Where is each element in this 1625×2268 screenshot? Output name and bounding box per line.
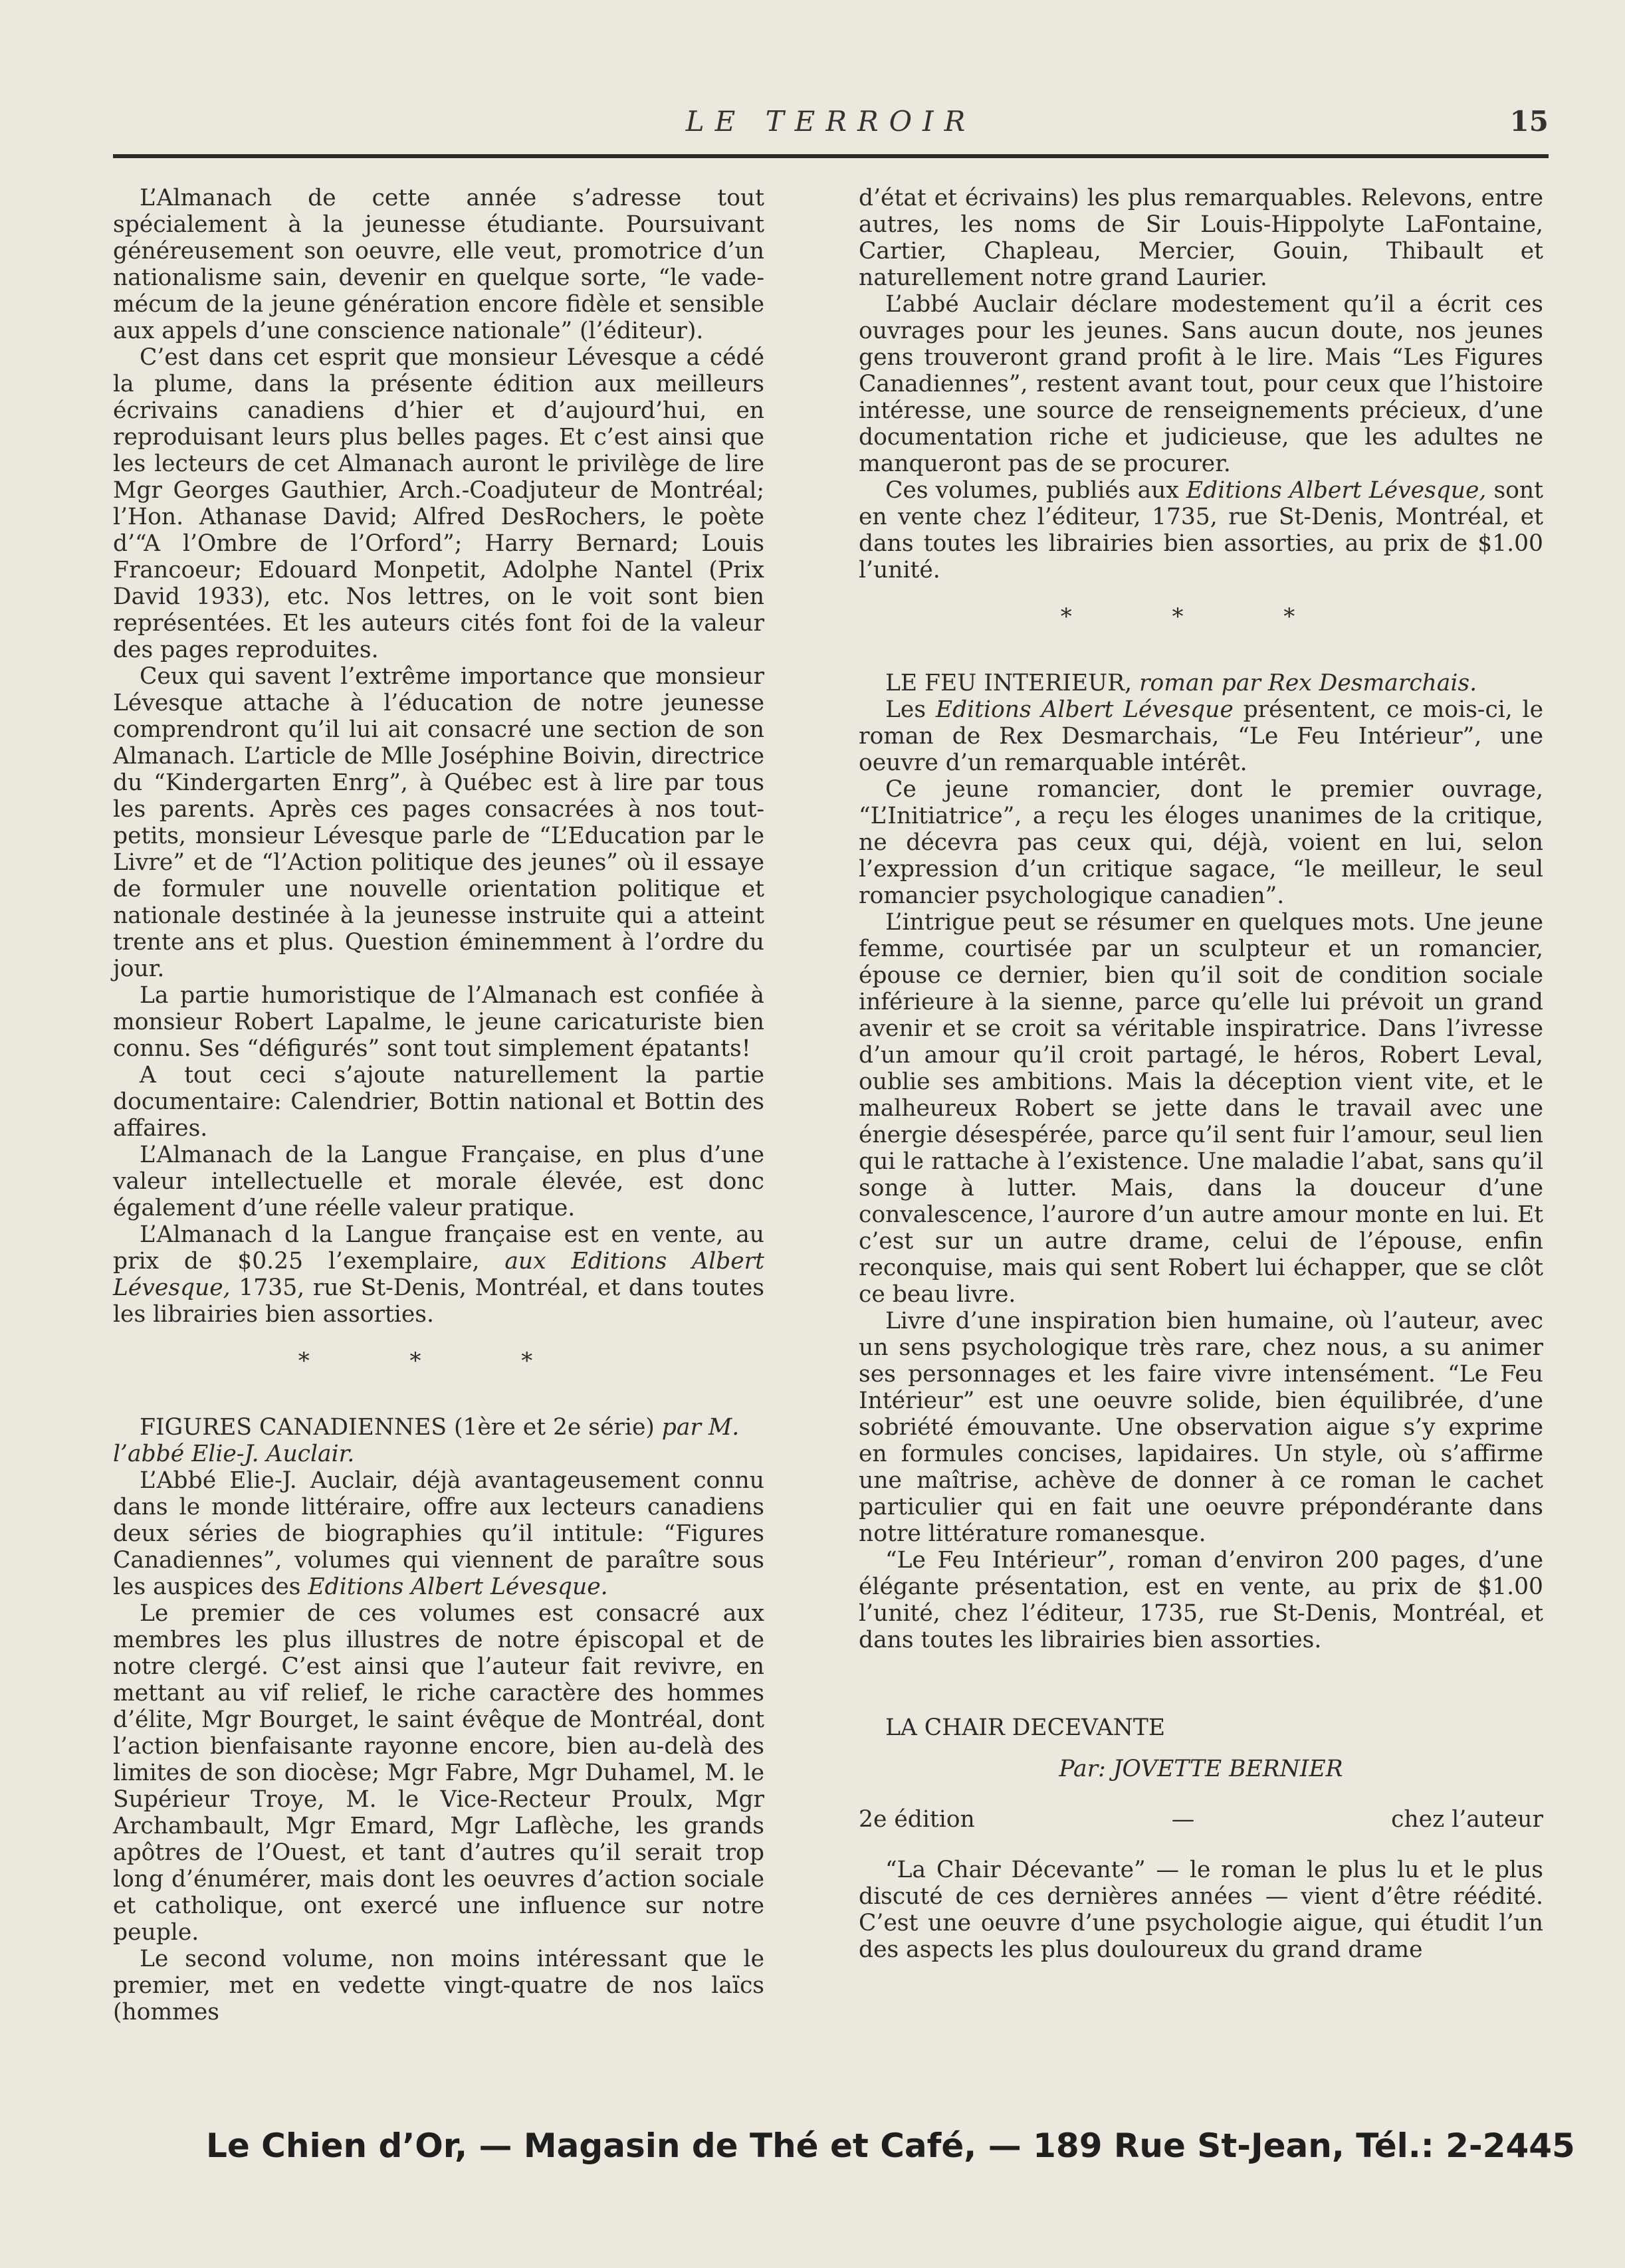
section-byline: roman par Rex Desmarchais. [1139,670,1477,696]
article-paragraph: “Le Feu Intérieur”, roman d’environ 200 pages, d’une élégante présentation, est en vente, au prix de $1.00 l’unité, chez l’éditeur, 1735, rue St-Denis, Montréal, et dans toutes les librairies bien assorties. [859,1547,1543,1653]
section-title: LA CHAIR DECEVANTE [885,1714,1166,1741]
footer-advertisement: Le Chien d’Or, — Magasin de Thé et Café, — 189 Rue St-Jean, Tél.: 2-2445 [206,2126,1575,2165]
publisher-name: Editions Albert Lévesque. [308,1574,608,1600]
article-paragraph [113,1467,764,1600]
sale-text: L’Almanach d la Langue française est en vente, au prix de $0.25 l’exemplaire, [113,1221,764,1275]
sale-text: sont en vente chez l’éditeur, 1735, rue St-Denis, Montréal, et dans toutes les librairies bien assorties, au prix de $1.00 l’unité. [859,477,1544,583]
article-paragraph: Ce jeune romancier, dont le premier ouvrage, “L’Initiatrice”, a reçu les éloges unanimes de la critique, ne décevra pas ceux qui, déjà, voient en lui, selon l’expression d’un critique sagace, “le meilleur, le seul romancier psychologique canadien”. [859,776,1543,909]
article-paragraph: C’est dans cet esprit que monsieur Lévesque a cédé la plume, dans la présente édition aux meilleurs écrivains canadiens d’hier et d’aujourd’hui, en reproduisant leurs plus belles pages. Et c’est ainsi que les lecteurs de cet Almanach auront le privilège de lire Mgr Georges Gauthier, Arch.-Coadjuteur de Montréal; l’Hon. Athanase David; Alfred DesRochers, le poète d’“A l’Ombre de l’Orford”; Harry Bernard; Louis Francoeur; Edouard Monpetit, Adolphe Nantel (Prix David 1933), etc. Nos lettres, on le voit sont bien représentées. Et les auteurs cités font foi de la valeur des pages reproduites. [113,344,764,663]
section-gap [859,1653,1543,1714]
publisher-name: Editions Albert Lévesque [935,696,1234,723]
section-byline: par M. l’abbé Elie-J. Auclair. [113,1414,740,1467]
article-paragraph: Le premier de ces volumes est consacré aux membres les plus illustres de notre épiscopal et de notre clergé. C’est ainsi que l’auteur fait revivre, en mettant au vif relief, le riche caractère des hommes d’élite, Mgr Bourget, le saint évêque de Montréal, dont l’action bienfaisante rayonne encore, bien au-delà des limites de son diocèse; Mgr Fabre, Mgr Duhamel, M. le Supérieur Troye, M. le Vice-Recteur Proulx, Mgr Archambault, Mgr Emard, Mgr Laflèche, les grands apôtres de l’Ouest, et tant d’autres qu’il serait trop long d’énumérer, mais dont les oeuvres d’action sociale et catholique, ont exercé une influence sur notre peuple. [113,1600,764,1946]
edition-line [859,1806,1543,1833]
section-divider: * * * [1060,603,1342,630]
paragraph-text: présentent, ce mois-ci, le roman de Rex Desmarchais, “Le Feu Intérieur”, une oeuvre d’un remarquable intérêt. [859,696,1544,776]
article-paragraph: L’Almanach de cette année s’adresse tout spécialement à la jeunesse étudiante. Poursuivant généreusement son oeuvre, elle veut, promotrice d’un nationalisme sain, devenir en quelque sorte, “le vade-mécum de la jeune génération encore fidèle et sensible aux appels d’une conscience nationale” (l’éditeur). [113,185,764,344]
section-heading [859,670,1543,696]
section-title: FIGURES CANADIENNES (1ère et 2e série) [140,1414,662,1441]
article-paragraph: Le second volume, non moins intéressant que le premier, met en vedette vingt-quatre de nos laïcs (hommes [113,1946,764,2025]
article-paragraph: d’état et écrivains) les plus remarquables. Relevons, entre autres, les noms de Sir Louis-Hippolyte LaFontaine, Cartier, Chapleau, Mercier, Gouin, Thibault et naturellement notre grand Laurier. [859,185,1543,291]
article-paragraph [859,477,1543,583]
article-paragraph: L’intrigue peut se résumer en quelques mots. Une jeune femme, courtisée par un sculpteur et un romancier, épouse ce dernier, bien qu’il soit de condition sociale inférieure à la sienne, parce qu’elle lui prévoit un grand avenir et se croit sa véritable inspiratrice. Dans l’ivresse d’un amour qu’il croit partagé, le héros, Robert Leval, oublie ses ambitions. Mais la déception vient vite, et le malheureux Robert se jette dans le travail avec une énergie désespérée, parce qu’il sent fuir l’amour, seul lien qui le rattache à l’existence. Une maladie l’abat, sans qu’il songe à lutter. Mais, dans la douceur d’une convalescence, l’aurore d’un autre amour monte en lui. Et c’est sur un autre drame, celui de l’épouse, enfin reconquise, mais qui sent Robert lui échapper, que se clôt ce beau livre. [859,909,1543,1308]
article-paragraph: L’Almanach de la Langue Française, en plus d’une valeur intellectuelle et morale élevée, est donc également d’une réelle valeur pratique. [113,1142,764,1221]
section-byline: Par: JOVETTE BERNIER [1059,1756,1343,1782]
sale-text: 1735, rue St-Denis, Montréal, et dans toutes les librairies bien assorties. [113,1275,764,1328]
publisher-name: Editions Albert Lévesque, [1186,477,1487,504]
article-paragraph [859,696,1543,776]
article-paragraph: “La Chair Décevante” — le roman le plus lu et le plus discuté de ces dernières années — vient d’être réédité. C’est une oeuvre d’une psychologie aigue, qui étudit l’un des aspects les plus douloureux du grand drame [859,1857,1543,1963]
article-paragraph: Ceux qui savent l’extrême importance que monsieur Lévesque attache à l’éducation de notre jeunesse comprendront qu’il lui ait consacré une section de son Almanach. L’article de Mlle Joséphine Boivin, directrice du “Kindergarten Enrg”, à Québec est à lire par tous les parents. Après ces pages consacrées à nos tout-petits, monsieur Lévesque parle de “L’Education par le Livre” et de “l’Action politique des jeunes” où il essaye de formuler une nouvelle orientation politique et nationale destinée à la jeunesse instruite qui a atteint trente ans et plus. Question éminemment à l’ordre du jour. [113,663,764,982]
paragraph-text: L’Abbé Elie-J. Auclair, déjà avantageusement connu dans le monde littéraire, offre aux lecteurs canadiens deux séries de biographies qu’il intitule: “Figures Canadiennes”, volumes qui viennent de paraître sous les auspices des [113,1467,764,1600]
publisher-name: aux Editions Albert Lévesque, [113,1248,764,1301]
article-paragraph [113,1221,764,1328]
left-column [113,185,764,2025]
sale-text: Ces volumes, publiés aux [885,477,1186,504]
section-divider: * * * [298,1348,580,1374]
edition-label: 2e édition [859,1806,975,1833]
paragraph-text: Les [885,696,936,723]
edition-dash: — [1171,1806,1195,1833]
right-column [859,185,1543,1963]
section-title: LE FEU INTERIEUR, [885,670,1140,696]
article-paragraph: L’abbé Auclair déclare modestement qu’il a écrit ces ouvrages pour les jeunes. Sans aucun doute, nos jeunes gens trouveront grand profit à le lire. Mais “Les Figures Canadiennes”, restent avant tout, pour ceux que l’histoire intéresse, une source de renseignements précieux, d’une documentation riche et judicieuse, que les adultes ne manqueront pas de se procurer. [859,291,1543,477]
article-paragraph: La partie humoristique de l’Almanach est confiée à monsieur Robert Lapalme, le jeune caricaturiste bien connu. Ses “défigurés” sont tout simplement épatants! [113,982,764,1062]
page-header [113,100,1549,140]
article-paragraph: A tout ceci s’ajoute naturellement la partie documentaire: Calendrier, Bottin national et Bottin des affaires. [113,1062,764,1142]
edition-publisher: chez l’auteur [1391,1806,1543,1833]
running-title: LE TERROIR [685,105,976,138]
section-heading [113,1414,764,1467]
article-paragraph: Livre d’une inspiration bien humaine, où l’auteur, avec un sens psychologique très rare, chez nous, a su animer ses personnages et les faire vivre intensément. “Le Feu Intérieur” est une oeuvre solide, bien équilibrée, d’une sobriété émouvante. Une observation aigue s’y exprime en formules concises, lapidaires. Un style, où s’affirme une maîtrise, achève de donner à ce roman le cachet particulier qui en fait une oeuvre prépondérante dans notre littérature romanesque. [859,1308,1543,1547]
page-number: 15 [1509,105,1549,138]
header-rule [113,154,1549,158]
